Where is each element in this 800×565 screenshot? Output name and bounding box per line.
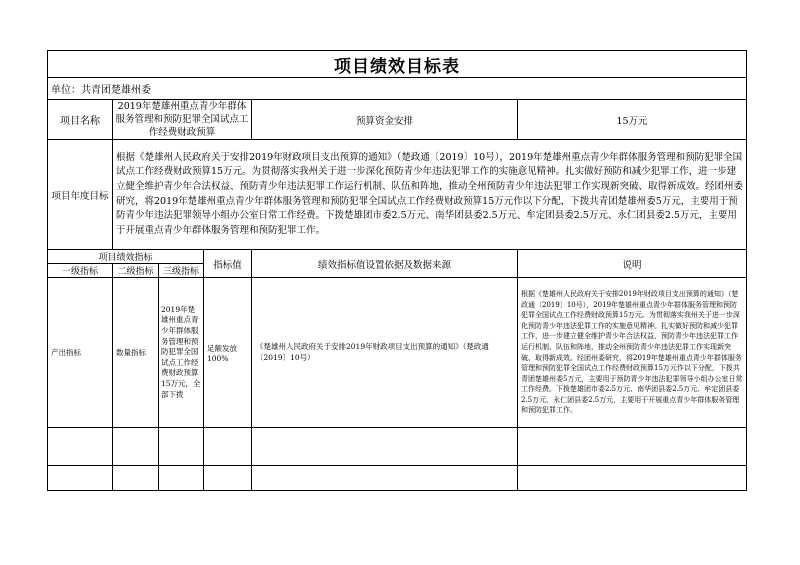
indicator-level1: 产出指标 xyxy=(48,278,113,428)
empty-cell xyxy=(518,428,747,466)
indicator-basis: 《楚雄州人民政府关于安排2019年财政项目支出预算的通知》（楚政通〔2019〕10号） xyxy=(252,278,518,428)
budget-value: 15万元 xyxy=(518,100,747,140)
empty-cell xyxy=(518,466,747,491)
annual-goal-text: 根据《楚雄州人民政府关于安排2019年财政项目支出预算的通知》（楚政通〔2019〕10号），2019年楚雄州重点青少年群体服务管理和预防犯罪全国试点工作经费财政预算15万元。为贯彻落实我州关于进一步深化预防青少年违法犯罪工作的实施意见精神。扎实做好预防和减少犯罪工作，进一步建立健全维护青少年合法权益、预防青少年违法犯罪工作运行机制、队伍和阵地，推动全州预防青少年违法犯罪工作实现新突破、取得新成效。经团州委研究，将2019年楚雄州重点青少年群体服务管理和预防犯罪全国试点工作经费财政预算15万元作以下分配，下拨共青团楚雄州委5万元，主要用于预防青少年违法犯罪领导小组办公室日常工作经费。下拨楚雄团市委2.5万元、南华团县委2.5万元、牟定团县委2.5万元、永仁团县委2.5万元，主要用于开展重点青少年群体服务管理和预防犯罪工作。 xyxy=(113,140,747,250)
value-header: 指标值 xyxy=(204,250,252,278)
project-name-label: 项目名称 xyxy=(48,100,113,140)
empty-cell xyxy=(113,466,159,491)
empty-cell xyxy=(204,428,252,466)
table-row-empty xyxy=(48,466,747,491)
empty-cell xyxy=(159,466,204,491)
level3-header: 三级指标 xyxy=(159,264,204,278)
empty-cell xyxy=(252,466,518,491)
indicator-value: 足额发放100% xyxy=(204,278,252,428)
empty-cell xyxy=(252,428,518,466)
empty-cell xyxy=(113,428,159,466)
indicator-level3: 2019年楚雄州重点青少年群体服务管理和预防犯罪全国试点工作经费财政预算15万元，全部下拨 xyxy=(159,278,204,428)
level2-header: 二级指标 xyxy=(113,264,159,278)
annual-goal-label: 项目年度目标 xyxy=(48,140,113,250)
note-header: 说明 xyxy=(518,250,747,278)
basis-header: 绩效指标值设置依据及数据来源 xyxy=(252,250,518,278)
indicator-note: 根据《楚雄州人民政府关于安排2019年财政项目支出预算的通知》（楚政通〔2019〕10号），2019年楚雄州重点青少年群体服务管理和预防犯罪全国试点工作经费财政预算15万元。为贯彻落实我州关于进一步深化预防青少年违法犯罪工作的实施意见精神。扎实做好预防和减少犯罪工作，进一步建立健全维护青少年合法权益、预防青少年违法犯罪工作运行机制、队伍和阵地，推动全州预防青少年违法犯罪工作实现新突破、取得新成效。经团州委研究，将2019年楚雄州重点青少年群体服务管理和预防犯罪全国试点工作经费财政预算15万元作以下分配，下拨共青团楚雄州委5万元，主要用于预防青少年违法犯罪领导小组办公室日常工作经费。下拨楚雄团市委2.5万元、南华团县委2.5万元、牟定团县委2.5万元、永仁团县委2.5万元，主要用于开展重点青少年群体服务管理和预防犯罪工作。 xyxy=(518,278,747,428)
empty-cell xyxy=(48,466,113,491)
page-title: 项目绩效目标表 xyxy=(48,51,747,78)
project-name-value: 2019年楚雄州重点青少年群体服务管理和预防犯罪全国试点工作经费财政预算 xyxy=(113,100,252,140)
empty-cell xyxy=(204,466,252,491)
indicator-level2: 数量指标 xyxy=(113,278,159,428)
budget-label: 预算资金安排 xyxy=(252,100,518,140)
unit-line: 单位：共青团楚雄州委 xyxy=(48,78,747,100)
level1-header: 一级指标 xyxy=(48,264,113,278)
performance-goal-table xyxy=(47,50,747,491)
empty-cell xyxy=(159,428,204,466)
table-row xyxy=(48,278,747,428)
empty-cell xyxy=(48,428,113,466)
table-row-empty xyxy=(48,428,747,466)
indicators-group-header: 项目绩效指标 xyxy=(48,250,204,264)
